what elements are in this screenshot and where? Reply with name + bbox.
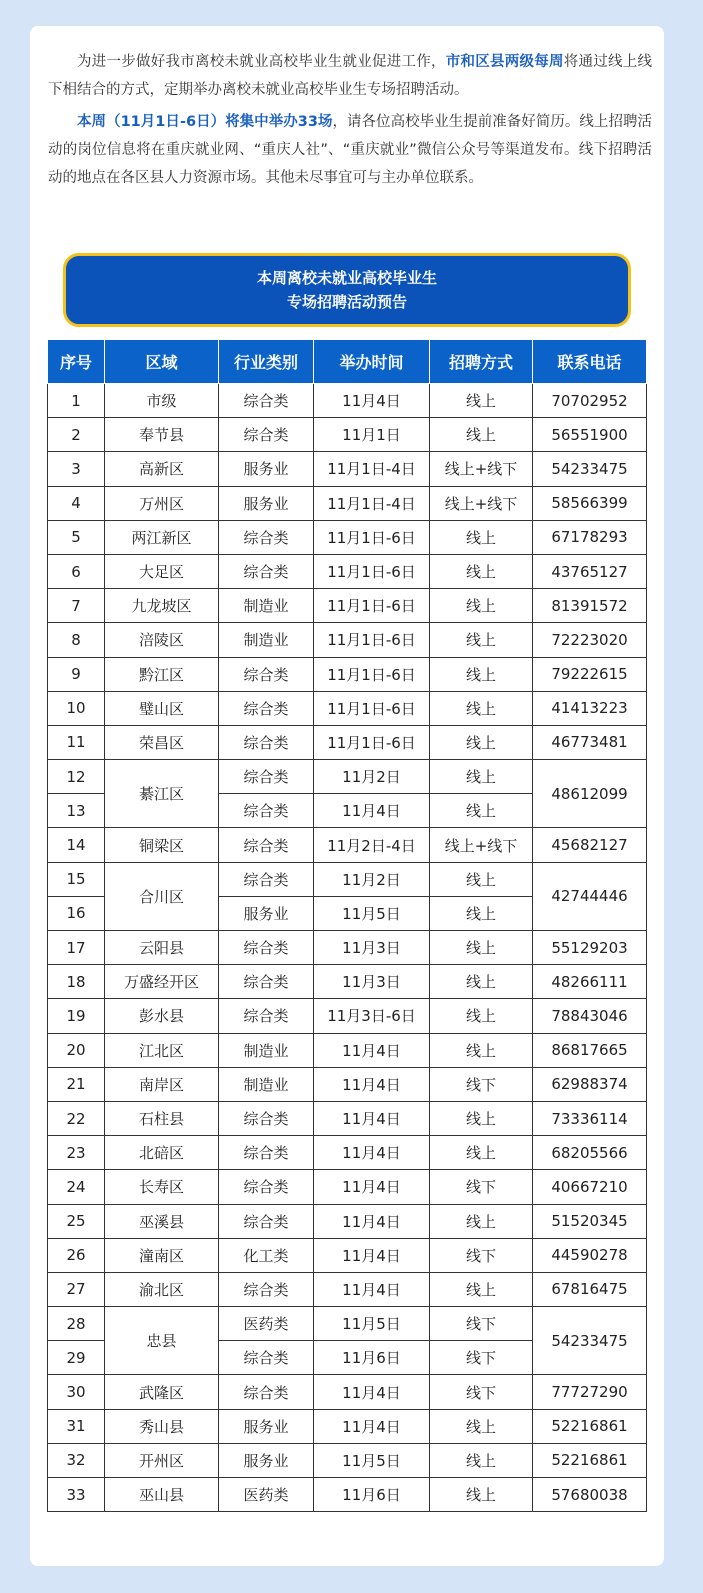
cell-number: 8 bbox=[48, 623, 105, 657]
cell-industry: 服务业 bbox=[219, 1443, 314, 1477]
cell-time: 11月1日-6日 bbox=[314, 554, 430, 588]
cell-time: 11月3日-6日 bbox=[314, 999, 430, 1033]
cell-mode: 线上 bbox=[430, 1409, 533, 1443]
cell-industry: 综合类 bbox=[219, 520, 314, 554]
cell-time: 11月4日 bbox=[314, 1409, 430, 1443]
intro-paragraph-1 bbox=[48, 48, 652, 104]
cell-time: 11月4日 bbox=[314, 1170, 430, 1204]
cell-number: 2 bbox=[48, 418, 105, 452]
cell-time: 11月1日-6日 bbox=[314, 623, 430, 657]
table-row bbox=[48, 862, 647, 896]
cell-region: 北碚区 bbox=[105, 1136, 219, 1170]
cell-industry: 制造业 bbox=[219, 1033, 314, 1067]
table-row bbox=[48, 1238, 647, 1272]
cell-region: 江北区 bbox=[105, 1033, 219, 1067]
cell-phone: 52216861 bbox=[533, 1443, 647, 1477]
cell-mode: 线上 bbox=[430, 520, 533, 554]
cell-region: 璧山区 bbox=[105, 691, 219, 725]
cell-time: 11月2日 bbox=[314, 760, 430, 794]
cell-number: 15 bbox=[48, 862, 105, 896]
intro-text bbox=[48, 48, 652, 196]
cell-mode: 线下 bbox=[430, 1067, 533, 1101]
cell-phone: 48612099 bbox=[533, 760, 647, 828]
cell-mode: 线上 bbox=[430, 1204, 533, 1238]
cell-industry: 综合类 bbox=[219, 794, 314, 828]
cell-phone: 48266111 bbox=[533, 965, 647, 999]
cell-region: 市级 bbox=[105, 384, 219, 418]
cell-industry: 服务业 bbox=[219, 896, 314, 930]
cell-industry: 医药类 bbox=[219, 1478, 314, 1512]
column-header: 招聘方式 bbox=[430, 340, 533, 384]
cell-time: 11月2日-4日 bbox=[314, 828, 430, 862]
cell-region: 武隆区 bbox=[105, 1375, 219, 1409]
cell-number: 7 bbox=[48, 589, 105, 623]
cell-phone: 67178293 bbox=[533, 520, 647, 554]
cell-phone: 57680038 bbox=[533, 1478, 647, 1512]
table-row bbox=[48, 760, 647, 794]
cell-number: 28 bbox=[48, 1307, 105, 1341]
table-row bbox=[48, 1067, 647, 1101]
cell-mode: 线上 bbox=[430, 657, 533, 691]
cell-mode: 线上 bbox=[430, 1478, 533, 1512]
cell-mode: 线下 bbox=[430, 1238, 533, 1272]
cell-mode: 线上 bbox=[430, 965, 533, 999]
cell-region: 彭水县 bbox=[105, 999, 219, 1033]
cell-mode: 线上 bbox=[430, 1033, 533, 1067]
column-header: 区域 bbox=[105, 340, 219, 384]
cell-number: 23 bbox=[48, 1136, 105, 1170]
cell-industry: 制造业 bbox=[219, 589, 314, 623]
cell-phone: 72223020 bbox=[533, 623, 647, 657]
cell-number: 3 bbox=[48, 452, 105, 486]
cell-number: 19 bbox=[48, 999, 105, 1033]
cell-number: 4 bbox=[48, 486, 105, 520]
cell-number: 33 bbox=[48, 1478, 105, 1512]
cell-time: 11月4日 bbox=[314, 1101, 430, 1135]
table-row bbox=[48, 384, 647, 418]
cell-time: 11月4日 bbox=[314, 1136, 430, 1170]
cell-industry: 综合类 bbox=[219, 931, 314, 965]
cell-region: 巫山县 bbox=[105, 1478, 219, 1512]
column-header: 联系电话 bbox=[533, 340, 647, 384]
column-header: 序号 bbox=[48, 340, 105, 384]
cell-industry: 服务业 bbox=[219, 1409, 314, 1443]
cell-time: 11月5日 bbox=[314, 1443, 430, 1477]
table-row bbox=[48, 486, 647, 520]
recruitment-table bbox=[47, 339, 647, 1512]
intro-p1-text-b: 将通过线上线下相结合的方式，定期举办离校未就业高校毕业生专场招聘活动。 bbox=[48, 54, 652, 98]
cell-industry: 综合类 bbox=[219, 418, 314, 452]
cell-phone: 54233475 bbox=[533, 1307, 647, 1375]
cell-region: 綦江区 bbox=[105, 760, 219, 828]
cell-region: 涪陵区 bbox=[105, 623, 219, 657]
table-header-row bbox=[48, 340, 647, 384]
cell-mode: 线下 bbox=[430, 1375, 533, 1409]
table-row bbox=[48, 1375, 647, 1409]
cell-industry: 综合类 bbox=[219, 999, 314, 1033]
table-row bbox=[48, 623, 647, 657]
cell-number: 17 bbox=[48, 931, 105, 965]
cell-number: 10 bbox=[48, 691, 105, 725]
table-row bbox=[48, 1478, 647, 1512]
cell-time: 11月1日-6日 bbox=[314, 725, 430, 759]
cell-region: 高新区 bbox=[105, 452, 219, 486]
table-row bbox=[48, 657, 647, 691]
table-row bbox=[48, 1101, 647, 1135]
cell-number: 29 bbox=[48, 1341, 105, 1375]
cell-phone: 70702952 bbox=[533, 384, 647, 418]
cell-phone: 52216861 bbox=[533, 1409, 647, 1443]
cell-phone: 51520345 bbox=[533, 1204, 647, 1238]
table-row bbox=[48, 1409, 647, 1443]
cell-industry: 综合类 bbox=[219, 1204, 314, 1238]
cell-time: 11月5日 bbox=[314, 1307, 430, 1341]
cell-region: 万州区 bbox=[105, 486, 219, 520]
table-row bbox=[48, 1136, 647, 1170]
cell-phone: 44590278 bbox=[533, 1238, 647, 1272]
cell-region: 南岸区 bbox=[105, 1067, 219, 1101]
cell-mode: 线上 bbox=[430, 554, 533, 588]
cell-region: 合川区 bbox=[105, 862, 219, 930]
cell-region: 万盛经开区 bbox=[105, 965, 219, 999]
cell-industry: 综合类 bbox=[219, 1341, 314, 1375]
cell-phone: 40667210 bbox=[533, 1170, 647, 1204]
cell-industry: 综合类 bbox=[219, 1101, 314, 1135]
intro-p2-highlight: 本周（11月1日-6日）将集中举办33场 bbox=[77, 114, 333, 130]
cell-mode: 线上+线下 bbox=[430, 828, 533, 862]
intro-p1-highlight: 市和区县两级每周 bbox=[445, 54, 564, 70]
cell-number: 1 bbox=[48, 384, 105, 418]
cell-phone: 45682127 bbox=[533, 828, 647, 862]
cell-mode: 线上 bbox=[430, 931, 533, 965]
cell-number: 21 bbox=[48, 1067, 105, 1101]
cell-number: 27 bbox=[48, 1272, 105, 1306]
cell-time: 11月4日 bbox=[314, 1033, 430, 1067]
cell-phone: 54233475 bbox=[533, 452, 647, 486]
cell-time: 11月4日 bbox=[314, 1204, 430, 1238]
table-row bbox=[48, 999, 647, 1033]
cell-phone: 46773481 bbox=[533, 725, 647, 759]
table-row bbox=[48, 828, 647, 862]
cell-region: 潼南区 bbox=[105, 1238, 219, 1272]
cell-industry: 综合类 bbox=[219, 384, 314, 418]
table-header bbox=[48, 340, 647, 384]
cell-mode: 线上 bbox=[430, 1136, 533, 1170]
cell-mode: 线上+线下 bbox=[430, 486, 533, 520]
cell-time: 11月4日 bbox=[314, 1375, 430, 1409]
table-row bbox=[48, 1443, 647, 1477]
cell-mode: 线上 bbox=[430, 794, 533, 828]
cell-region: 九龙坡区 bbox=[105, 589, 219, 623]
table-row bbox=[48, 452, 647, 486]
cell-number: 31 bbox=[48, 1409, 105, 1443]
cell-mode: 线上 bbox=[430, 760, 533, 794]
cell-mode: 线上 bbox=[430, 725, 533, 759]
cell-mode: 线上 bbox=[430, 1443, 533, 1477]
cell-region: 开州区 bbox=[105, 1443, 219, 1477]
cell-industry: 综合类 bbox=[219, 691, 314, 725]
cell-number: 11 bbox=[48, 725, 105, 759]
cell-region: 黔江区 bbox=[105, 657, 219, 691]
cell-mode: 线上 bbox=[430, 862, 533, 896]
column-header: 举办时间 bbox=[314, 340, 430, 384]
table-row bbox=[48, 1204, 647, 1238]
cell-industry: 综合类 bbox=[219, 554, 314, 588]
table-row bbox=[48, 725, 647, 759]
table-row bbox=[48, 554, 647, 588]
cell-region: 奉节县 bbox=[105, 418, 219, 452]
cell-phone: 62988374 bbox=[533, 1067, 647, 1101]
cell-mode: 线上 bbox=[430, 999, 533, 1033]
cell-phone: 73336114 bbox=[533, 1101, 647, 1135]
table-row bbox=[48, 1307, 647, 1341]
banner-title-line-1: 本周离校未就业高校毕业生 bbox=[256, 269, 437, 287]
cell-mode: 线上 bbox=[430, 1101, 533, 1135]
cell-time: 11月6日 bbox=[314, 1341, 430, 1375]
section-banner bbox=[63, 253, 631, 327]
cell-phone: 42744446 bbox=[533, 862, 647, 930]
cell-phone: 56551900 bbox=[533, 418, 647, 452]
cell-time: 11月6日 bbox=[314, 1478, 430, 1512]
cell-time: 11月3日 bbox=[314, 931, 430, 965]
cell-number: 25 bbox=[48, 1204, 105, 1238]
cell-region: 石柱县 bbox=[105, 1101, 219, 1135]
cell-mode: 线上 bbox=[430, 623, 533, 657]
cell-industry: 综合类 bbox=[219, 657, 314, 691]
cell-time: 11月4日 bbox=[314, 384, 430, 418]
cell-number: 18 bbox=[48, 965, 105, 999]
cell-mode: 线上 bbox=[430, 691, 533, 725]
cell-time: 11月4日 bbox=[314, 1238, 430, 1272]
cell-phone: 58566399 bbox=[533, 486, 647, 520]
cell-number: 24 bbox=[48, 1170, 105, 1204]
cell-time: 11月1日-6日 bbox=[314, 657, 430, 691]
cell-number: 9 bbox=[48, 657, 105, 691]
cell-number: 32 bbox=[48, 1443, 105, 1477]
cell-time: 11月1日-6日 bbox=[314, 589, 430, 623]
intro-paragraph-2 bbox=[48, 108, 652, 192]
cell-industry: 综合类 bbox=[219, 965, 314, 999]
cell-industry: 医药类 bbox=[219, 1307, 314, 1341]
cell-industry: 服务业 bbox=[219, 486, 314, 520]
intro-p1-text-a: 为进一步做好我市离校未就业高校毕业生就业促进工作， bbox=[77, 54, 446, 70]
cell-phone: 43765127 bbox=[533, 554, 647, 588]
column-header: 行业类别 bbox=[219, 340, 314, 384]
cell-time: 11月4日 bbox=[314, 794, 430, 828]
cell-mode: 线下 bbox=[430, 1341, 533, 1375]
cell-industry: 综合类 bbox=[219, 1170, 314, 1204]
cell-phone: 81391572 bbox=[533, 589, 647, 623]
cell-mode: 线上+线下 bbox=[430, 452, 533, 486]
cell-region: 巫溪县 bbox=[105, 1204, 219, 1238]
cell-industry: 综合类 bbox=[219, 760, 314, 794]
cell-number: 30 bbox=[48, 1375, 105, 1409]
cell-region: 渝北区 bbox=[105, 1272, 219, 1306]
cell-mode: 线上 bbox=[430, 1272, 533, 1306]
cell-phone: 55129203 bbox=[533, 931, 647, 965]
cell-time: 11月5日 bbox=[314, 896, 430, 930]
cell-time: 11月1日-4日 bbox=[314, 486, 430, 520]
cell-industry: 制造业 bbox=[219, 623, 314, 657]
cell-number: 5 bbox=[48, 520, 105, 554]
table-row bbox=[48, 965, 647, 999]
cell-number: 26 bbox=[48, 1238, 105, 1272]
cell-region: 两江新区 bbox=[105, 520, 219, 554]
cell-region: 长寿区 bbox=[105, 1170, 219, 1204]
cell-number: 12 bbox=[48, 760, 105, 794]
table-row bbox=[48, 931, 647, 965]
cell-industry: 服务业 bbox=[219, 452, 314, 486]
cell-industry: 综合类 bbox=[219, 1272, 314, 1306]
cell-region: 大足区 bbox=[105, 554, 219, 588]
cell-time: 11月1日 bbox=[314, 418, 430, 452]
cell-number: 14 bbox=[48, 828, 105, 862]
table-row bbox=[48, 691, 647, 725]
cell-mode: 线上 bbox=[430, 589, 533, 623]
table-body bbox=[48, 384, 647, 1512]
cell-phone: 79222615 bbox=[533, 657, 647, 691]
cell-mode: 线下 bbox=[430, 1170, 533, 1204]
table-row bbox=[48, 1033, 647, 1067]
cell-industry: 综合类 bbox=[219, 725, 314, 759]
cell-industry: 综合类 bbox=[219, 828, 314, 862]
cell-time: 11月1日-6日 bbox=[314, 520, 430, 554]
cell-time: 11月4日 bbox=[314, 1067, 430, 1101]
cell-time: 11月1日-6日 bbox=[314, 691, 430, 725]
cell-region: 秀山县 bbox=[105, 1409, 219, 1443]
cell-time: 11月1日-4日 bbox=[314, 452, 430, 486]
cell-mode: 线上 bbox=[430, 418, 533, 452]
cell-time: 11月3日 bbox=[314, 965, 430, 999]
cell-number: 6 bbox=[48, 554, 105, 588]
table-row bbox=[48, 418, 647, 452]
cell-phone: 68205566 bbox=[533, 1136, 647, 1170]
cell-industry: 化工类 bbox=[219, 1238, 314, 1272]
cell-region: 云阳县 bbox=[105, 931, 219, 965]
cell-region: 铜梁区 bbox=[105, 828, 219, 862]
cell-mode: 线上 bbox=[430, 384, 533, 418]
cell-number: 20 bbox=[48, 1033, 105, 1067]
cell-phone: 86817665 bbox=[533, 1033, 647, 1067]
cell-mode: 线下 bbox=[430, 1307, 533, 1341]
cell-mode: 线上 bbox=[430, 896, 533, 930]
cell-number: 16 bbox=[48, 896, 105, 930]
intro-p2-text: ，请各位高校毕业生提前准备好简历。线上招聘活动的岗位信息将在重庆就业网、“重庆人社”、“重庆就业”微信公众号等渠道发布。线下招聘活动的地点在各区县人力资源市场。其他未尽事宜可与主办单位联系。 bbox=[48, 114, 653, 186]
cell-region: 荣昌区 bbox=[105, 725, 219, 759]
table-row bbox=[48, 1170, 647, 1204]
cell-phone: 78843046 bbox=[533, 999, 647, 1033]
table-row bbox=[48, 520, 647, 554]
cell-region: 忠县 bbox=[105, 1307, 219, 1375]
cell-number: 22 bbox=[48, 1101, 105, 1135]
cell-time: 11月4日 bbox=[314, 1272, 430, 1306]
banner-title-line-2: 专场招聘活动预告 bbox=[286, 293, 407, 311]
table-row bbox=[48, 589, 647, 623]
cell-phone: 67816475 bbox=[533, 1272, 647, 1306]
cell-industry: 制造业 bbox=[219, 1067, 314, 1101]
cell-number: 13 bbox=[48, 794, 105, 828]
cell-industry: 综合类 bbox=[219, 1136, 314, 1170]
cell-phone: 41413223 bbox=[533, 691, 647, 725]
cell-time: 11月2日 bbox=[314, 862, 430, 896]
table-row bbox=[48, 1272, 647, 1306]
cell-industry: 综合类 bbox=[219, 1375, 314, 1409]
cell-industry: 综合类 bbox=[219, 862, 314, 896]
cell-phone: 77727290 bbox=[533, 1375, 647, 1409]
